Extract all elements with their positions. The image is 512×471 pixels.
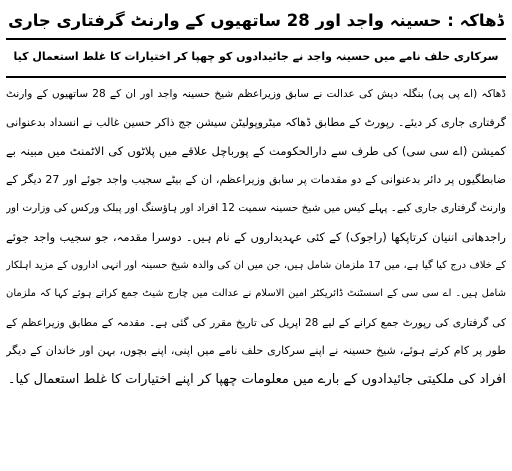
article-body-line: ضابطگیوں پر دائر بدعنوانی کے دو مقدمات پر سابق وزیراعظم، ان کے بیٹے سجیب واجد جوئے اور 27 دیگر کے bbox=[6, 172, 506, 186]
article-body-line: افراد کی ملکیتی جائیدادوں کے بارے میں معلومات چھپا کر اپنے اختیارات کا غلط استعمال کیا۔ bbox=[7, 371, 506, 387]
article-body-line: طور پر کام کرتے ہوئے، شیخ حسینہ نے اپنے سرکاری حلف نامے میں اپنی، اپنے بچوں، بہن اور خاندان کے دیگر bbox=[6, 344, 506, 358]
article-body-line: ڈھاکہ (اے پی پی) بنگلہ دیش کی عدالت نے سابق وزیراعظم شیخ حسینہ واجد اور ان کے 28 ساتھیوں کے وارنٹ bbox=[6, 88, 506, 100]
article-subheadline: سرکاری حلف نامے میں حسینہ واجد نے جائیدادوں کو چھپا کر اختیارات کا غلط استعمال کیا bbox=[13, 50, 499, 63]
article-body-line: گرفتاری جاری کر دیئے۔ رپورٹ کے مطابق ڈھاکہ میٹروپولیٹن سیشن جج ذاکر حسین غالب نے انسداد بدعنوانی bbox=[6, 115, 506, 129]
article-body-line: شامل ہیں۔ اے سی سی کے اسسٹنٹ ڈائریکٹر امین الاسلام نے عدالت میں چارج شیٹ جمع کراتے ہوئے کہا کہ ملزمان bbox=[6, 288, 506, 300]
article-headline: ڈھاکہ : حسینہ واجد اور 28 ساتھیوں کے وارنٹ گرفتاری جاری bbox=[8, 11, 504, 30]
article-body-line: کمیشن (اے سی سی) کی طرف سے دارالحکومت کے پورباچل علاقے میں پلاٹوں کی الاٹمنٹ میں مبینہ بے bbox=[6, 144, 506, 159]
article-body-line: راجدھانی اننیان کرتاپکھا (راجوک) کے کئی عہدیداروں کے نام ہیں۔ دوسرا مقدمہ، جو سجیب واجد جوئے bbox=[6, 229, 506, 244]
article-body-line: کی گرفتاری کی رپورٹ جمع کرانے کے لیے 28 اپریل کی تاریخ مقرر کی گئی ہے۔ مقدمہ کے مطابق وزیراعظم کے bbox=[6, 316, 506, 329]
article-body-line: کے خلاف درج کیا گیا ہے، میں 17 ملزمان شامل ہیں، جن میں ان کی والدہ شیخ حسینہ اور انہی اداروں کے مزید اہلکار bbox=[6, 259, 506, 271]
subheadline-divider bbox=[6, 76, 506, 78]
article-body-line: وارنٹ گرفتاری جاری کیے۔ پہلے کیس میں شیخ حسینہ سمیت 12 افراد اور ہاؤسنگ اور پبلک ورکس کی وزارت اور bbox=[6, 202, 506, 215]
article-body bbox=[6, 80, 506, 395]
